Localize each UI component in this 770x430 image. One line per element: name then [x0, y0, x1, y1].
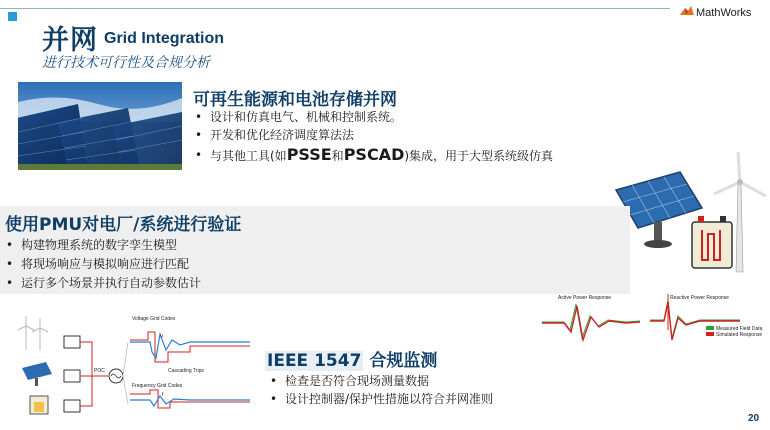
pmu-section-title: 使用PMU对电厂/系统进行验证	[5, 215, 242, 235]
tool-pscad: PSCAD	[343, 145, 405, 164]
mathworks-logo	[680, 6, 751, 19]
poc-label: POC	[94, 368, 105, 374]
mini-battery-icon	[30, 396, 48, 414]
voltage-grid-codes-title: Voltage Grid Codes	[132, 316, 176, 322]
page-title: 并网	[42, 25, 98, 56]
vpoc-label: V	[160, 334, 164, 340]
list-item: • 设计控制器/保护性措施以符合并网准则	[268, 390, 688, 408]
inverter-icon	[64, 336, 80, 412]
renewable-section-title: 可再生能源和电池存储并网	[193, 90, 397, 110]
bullet-text: 与其他工具(如	[210, 149, 287, 163]
power-response-charts	[540, 290, 770, 352]
header-rule	[0, 8, 670, 9]
tool-psse: PSSE	[286, 145, 332, 164]
legend-swatch-measured	[706, 326, 714, 330]
reactive-power-chart-title: Reactive Power Response	[670, 295, 729, 301]
mini-solar-panel-icon	[22, 362, 52, 386]
ieee-bullet-list	[268, 372, 688, 408]
list-item	[193, 144, 633, 167]
legend-measured: Measured Field Data	[716, 326, 763, 332]
mini-wind-turbine-icon	[18, 316, 48, 350]
ieee-standard-label: IEEE 1547	[267, 351, 362, 371]
list-item: • 检查是否符合现场测量数据	[268, 372, 688, 390]
page-subtitle: 进行技术可行性及合规分析	[42, 55, 210, 71]
bullet-text: 和	[331, 149, 344, 163]
fpoc-label: f	[162, 392, 164, 398]
page-title-english: Grid Integration	[104, 30, 224, 47]
active-power-trace	[542, 304, 640, 340]
ieee-section-title	[265, 346, 437, 371]
active-power-chart-title: Active Power Response	[558, 295, 612, 301]
voltage-grid-code-plot	[130, 332, 250, 374]
grid-code-circuit-diagram	[10, 312, 255, 424]
brand-name: MathWorks	[696, 7, 752, 19]
membrane-icon	[680, 6, 694, 17]
frequency-grid-codes-title: Frequency Grid Codes	[132, 383, 183, 389]
list-item: • 构建物理系统的数字孪生模型	[4, 236, 604, 255]
battery-icon	[692, 216, 732, 268]
renewable-bullet-list	[193, 108, 633, 167]
page-number: 20	[748, 413, 760, 424]
list-item: • 设计和仿真电气、机械和控制系统。	[193, 108, 633, 126]
energy-hardware-illustration	[610, 150, 770, 280]
pmu-bullet-list	[4, 236, 604, 293]
legend-swatch-simulated	[706, 332, 714, 336]
cascading-trips-label: Cascading Trips	[168, 368, 204, 374]
list-item: • 将现场响应与模拟响应进行匹配	[4, 255, 604, 274]
frequency-grid-code-plot	[130, 390, 250, 408]
list-item: • 开发和优化经济调度算法法	[193, 126, 633, 144]
list-item: • 运行多个场景并执行自动参数估计	[4, 274, 604, 293]
ieee-title-rest: 合规监测	[363, 351, 438, 371]
legend-simulated: Simulated Response	[716, 332, 763, 338]
bullet-text: )集成，用于大型系统级仿真	[404, 149, 554, 163]
solar-farm-photo	[18, 82, 182, 170]
corner-accent	[8, 12, 17, 21]
